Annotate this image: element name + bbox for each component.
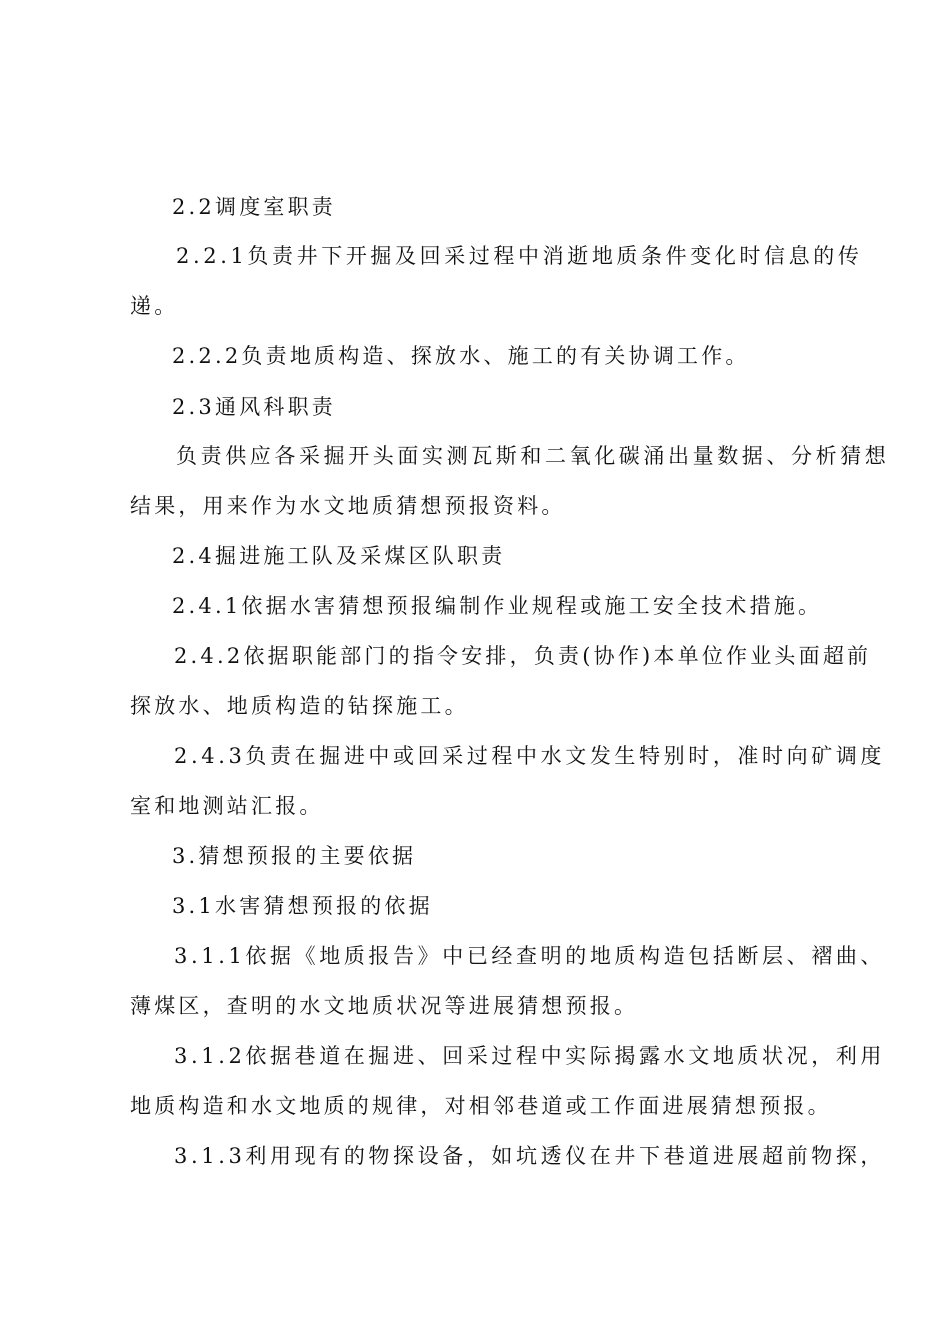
paragraph-2-4-2-line-2: 探放水、地质构造的钻探施工。 xyxy=(130,694,469,718)
paragraph-2-3-line-1: 负责供应各采掘开头面实测瓦斯和二氧化碳涌出量数据、分析猜想 xyxy=(176,444,890,468)
paragraph-3-1-2-line-2: 地质构造和水文地质的规律，对相邻巷道或工作面进展猜想预报。 xyxy=(130,1094,832,1118)
paragraph-3-1-1-line-1: 3.1.1依据《地质报告》中已经查明的地质构造包括断层、褶曲、 xyxy=(174,944,886,968)
paragraph-2-2-2: 2.2.2负责地质构造、探放水、施工的有关协调工作。 xyxy=(172,344,750,368)
paragraph-3-1-3-line-1: 3.1.3利用现有的物探设备，如坑透仪在井下巷道进展超前物探， xyxy=(174,1144,886,1168)
paragraph-3-1-1-line-2: 薄煤区，查明的水文地质状况等进展猜想预报。 xyxy=(130,994,639,1018)
paragraph-2-2-1-line-1: 2.2.1负责井下开掘及回采过程中消逝地质条件变化时信息的传 xyxy=(176,244,863,268)
heading-2-3: 2.3通风科职责 xyxy=(172,395,336,419)
paragraph-2-3-line-2: 结果，用来作为水文地质猜想预报资料。 xyxy=(130,494,566,518)
heading-3: 3.猜想预报的主要依据 xyxy=(172,844,417,868)
heading-2-2: 2.2调度室职责 xyxy=(172,195,336,219)
paragraph-3-1-2-line-1: 3.1.2依据巷道在掘进、回采过程中实际揭露水文地质状况，利用 xyxy=(174,1044,886,1068)
paragraph-2-4-3-line-1: 2.4.3负责在掘进中或回采过程中水文发生特别时，准时向矿调度 xyxy=(174,744,886,768)
heading-3-1: 3.1水害猜想预报的依据 xyxy=(172,894,433,918)
heading-2-4: 2.4掘进施工队及采煤区队职责 xyxy=(172,544,506,568)
paragraph-2-4-2-line-1: 2.4.2依据职能部门的指令安排，负责(协作)本单位作业头面超前 xyxy=(174,644,872,668)
paragraph-2-2-1-line-2: 递。 xyxy=(130,294,179,318)
paragraph-2-4-1: 2.4.1依据水害猜想预报编制作业规程或施工安全技术措施。 xyxy=(172,594,823,618)
paragraph-2-4-3-line-2: 室和地测站汇报。 xyxy=(130,794,324,818)
